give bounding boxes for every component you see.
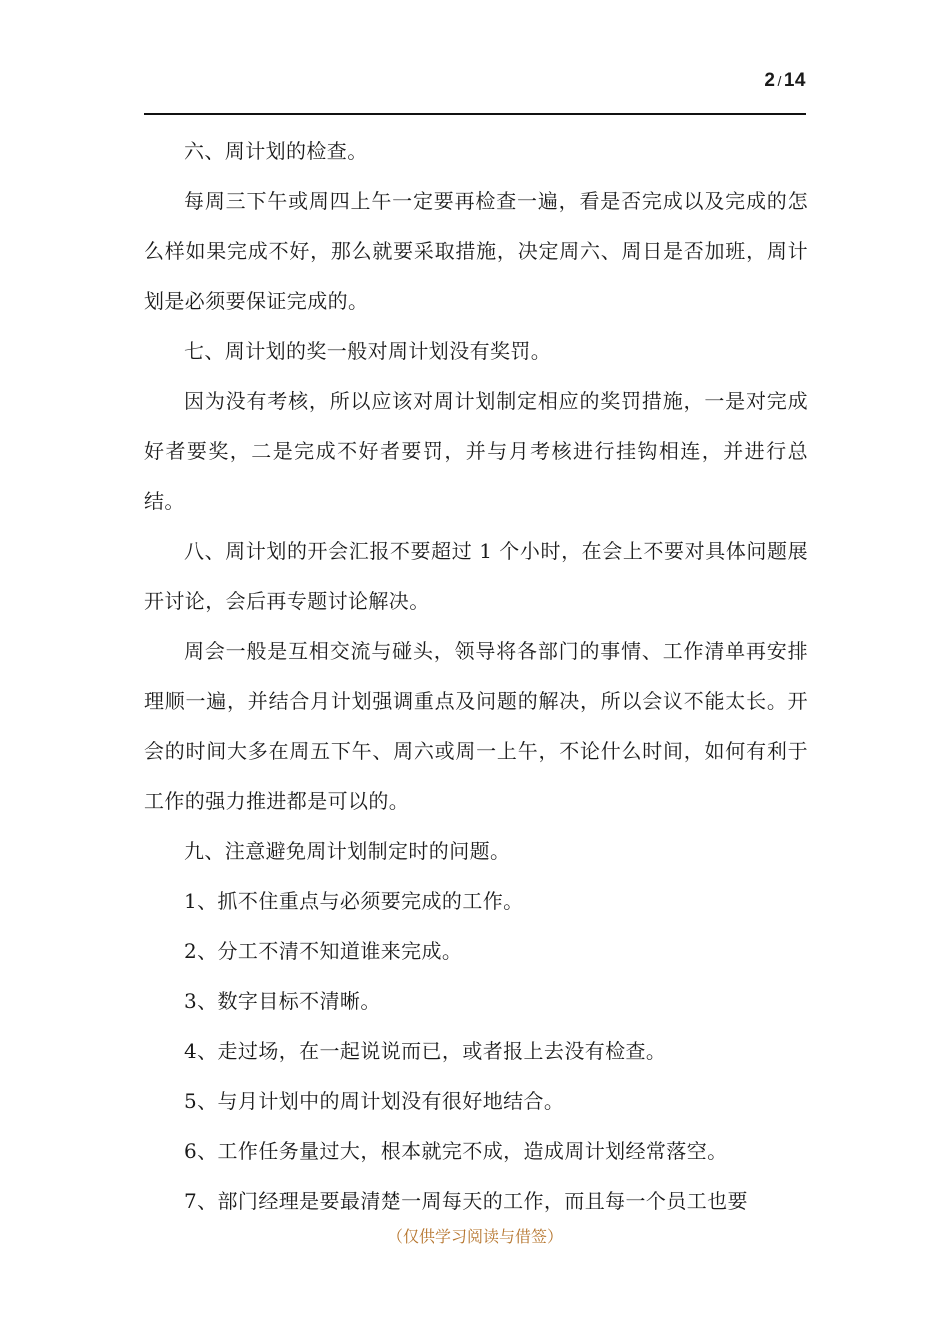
page-total: 14 <box>783 70 806 91</box>
footer-note: （仅供学习阅读与借签） <box>386 1227 563 1246</box>
document-body <box>144 126 808 1226</box>
list-item: 4、走过场，在一起说说而已，或者报上去没有检查。 <box>184 1039 667 1063</box>
paragraph: 因为没有考核，所以应该对周计划制定相应的奖罚措施，一是对完成好者要奖，二是完成不好者要罚，并与月考核进行挂钩相连，并进行总结。 <box>144 389 808 513</box>
paragraph-section-6-heading: 六、周计划的检查。 <box>184 139 368 163</box>
list-item: 5、与月计划中的周计划没有很好地结合。 <box>184 1089 565 1113</box>
list-item: 6、工作任务量过大，根本就完不成，造成周计划经常落空。 <box>184 1139 728 1163</box>
list-item: 7、部门经理是要最清楚一周每天的工作，而且每一个员工也要 <box>184 1189 748 1213</box>
page-current: 2 <box>764 70 776 91</box>
list-item: 3、数字目标不清晰。 <box>184 989 381 1013</box>
paragraph-section-9-heading: 九、注意避免周计划制定时的问题。 <box>184 839 511 863</box>
paragraph-section-7-heading: 七、周计划的奖一般对周计划没有奖罚。 <box>184 339 552 363</box>
page-separator: / <box>777 73 782 89</box>
list-item: 1、抓不住重点与必须要完成的工作。 <box>184 889 524 913</box>
paragraph-section-8-heading: 八、周计划的开会汇报不要超过 1 个小时，在会上不要对具体问题展开讨论，会后再专题讨论解决。 <box>144 539 808 613</box>
page-number <box>764 70 806 92</box>
paragraph: 周会一般是互相交流与碰头，领导将各部门的事情、工作清单再安排理顺一遍，并结合月计划强调重点及问题的解决，所以会议不能太长。开会的时间大多在周五下午、周六或周一上午，不论什么时间，如何有利于工作的强力推进都是可以的。 <box>144 639 808 813</box>
list-item: 2、分工不清不知道谁来完成。 <box>184 939 463 963</box>
header-rule <box>144 113 806 115</box>
paragraph: 每周三下午或周四上午一定要再检查一遍，看是否完成以及完成的怎么样如果完成不好，那么就要采取措施，决定周六、周日是否加班，周计划是必须要保证完成的。 <box>144 189 808 313</box>
